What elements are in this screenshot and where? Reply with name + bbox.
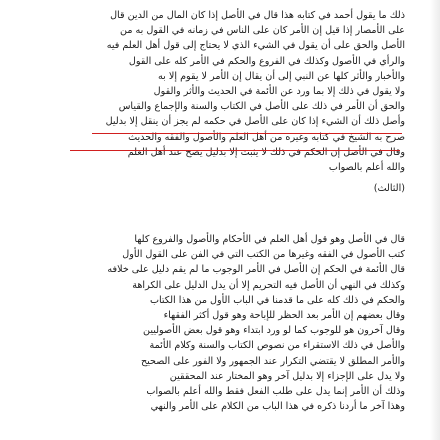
red-underline-mark bbox=[70, 150, 400, 151]
text-line: الأصل والحق على أن يقول في الشيء الذي لا يحتاج إلى قول أهل العلم فيه bbox=[106, 40, 405, 52]
text-line: والأمر المطلق لا يقتضي التكرار عند الجمهور ولا الفور على الصحيح bbox=[140, 355, 405, 367]
text-line: وقال في الأصل إن الحكم في ذلك لا يثبت إلا بدليل يصح عند أهل العلم bbox=[127, 146, 405, 158]
text-line: والأصل في ذلك الاستقراء من نصوص الكتاب والسنة وكلام الأئمة bbox=[149, 340, 405, 352]
text-line: وكذلك في النهي أن الأصل فيه التحريم إلا أن يدل الدليل على الكراهة bbox=[132, 279, 405, 291]
text-line: على الأمصار إذا قيل إن الأمر كان على الناس في زمانه في القول به من bbox=[120, 25, 405, 37]
red-underline-mark bbox=[92, 133, 402, 134]
text-line: صرح به الشيخ في كتابه وغيره من أهل العلم والأصول والفقه والحديث bbox=[128, 131, 405, 143]
text-line: والحق أن الأمر في ذلك على الأصل في الكتاب والسنة والإجماع والقياس bbox=[118, 101, 405, 113]
text-line: وقال بعضهم إن الأمر بعد الحظر للإباحة وهو قول أكثر الفقهاء bbox=[163, 309, 405, 321]
text-line: والله أعلم بالصواب bbox=[328, 161, 405, 173]
text-line: قال في الأصل وهو قول أهل العلم في الأحكام والأصول والفروع كلها bbox=[134, 234, 405, 245]
text-line: ولا يدل على الإجزاء إلا بدليل آخر وهو المختار عند المحققين bbox=[169, 370, 405, 382]
scan-edge-shadow bbox=[430, 0, 440, 440]
text-line: وهذا آخر ما أردنا ذكره في هذا الباب من الكلام على الأمر والنهي bbox=[150, 401, 405, 413]
text-line: ولا يقول في ذلك إلا بما ورد عن الأئمة في الحديث والأثر والقول bbox=[153, 85, 405, 97]
text-line: والأخبار والأثر كلها عن النبي إلى أن يقال إن الأمر لا يقوم إلا به bbox=[158, 70, 405, 82]
text-line: وقال آخرون هو للوجوب كما لو ورد ابتداء وهو قول بعض الأصوليين bbox=[143, 325, 405, 337]
section-heading: (الثالث) bbox=[373, 183, 405, 195]
text-line: وذلك أن الأمر إنما يدل على طلب الفعل فقط والله أعلم بالصواب bbox=[146, 385, 405, 397]
text-line: وأصل ذلك أن الشيء إذا كان على الأصل في حكمه لم يجز أن ينقل إلا بدليل bbox=[105, 116, 405, 128]
lower-paragraph bbox=[70, 232, 405, 414]
text-line: والرأي في الأصول وكذلك في الفروع والحكم في الأمر كله على القول bbox=[128, 55, 405, 67]
text-line: قال الأئمة في الحكم إن الأصل في الأمر الوجوب ما لم يقم دليل على خلافه bbox=[107, 264, 405, 276]
text-line: ذلك ما يقول أحمد في كتابه هذا قال في الأصل إذا كان المال من الدين قال bbox=[110, 10, 405, 21]
text-line: والحكم في ذلك كله على ما قدمنا في الباب الأول من هذا الكتاب bbox=[149, 294, 405, 306]
upper-paragraph bbox=[70, 8, 405, 196]
text-line: كتب الأصول في الفقه وغيرها من الكتب التي في الفن على القول الأول bbox=[122, 249, 405, 261]
